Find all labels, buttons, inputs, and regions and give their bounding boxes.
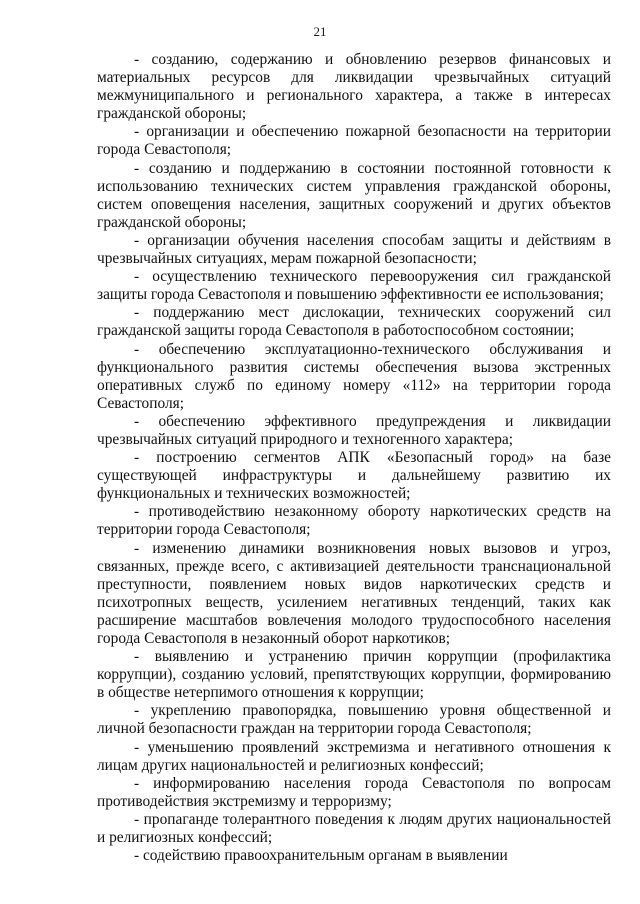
list-item: - пропаганде толерантного поведения к людям других национальностей и религиозных конфессий; [97,810,611,847]
list-item: - построению сегментов АПК «Безопасный город» на базе существующей инфраструктуры и дальнейшему развитию их функциональных и технических возможностей; [97,449,611,503]
list-item: - противодействию незаконному обороту наркотических средств на территории города Севастополя; [97,503,611,539]
list-item: - организации и обеспечению пожарной безопасности на территории города Севастополя; [97,123,611,159]
list-item: - содействию правоохранительным органам в выявлении [134,847,508,865]
list-item: - организации обучения населения способам защиты и действиям в чрезвычайных ситуациях, мерам пожарной безопасности; [97,231,611,268]
list-item: - укреплению правопорядка, повышению уровня общественной и личной безопасности граждан на территории города Севастополя; [97,702,611,738]
list-item: - созданию и поддержанию в состоянии постоянной готовности к использованию технических систем управления гражданской обороны, систем оповещения населения, защитных сооружений и других объектов гражданской обороны; [97,159,611,231]
list-item: - созданию, содержанию и обновлению резервов финансовых и материальных ресурсов для ликвидации чрезвычайных ситуаций межмуниципального и регионального характера, а также в интересах гражданской обороны; [97,51,611,123]
list-item: - уменьшению проявлений экстремизма и негативного отношения к лицам других национальностей и религиозных конфессий; [97,738,611,774]
list-item: - изменению динамики возникновения новых вызовов и угроз, связанных, прежде всего, с активизацией деятельности транснациональной преступности, появлением новых видов наркотических средств и психотропных веществ, усилением негативных тенденций, таких как расширение масштабов вовлечения молодого трудоспособного населения города Севастополя в незаконный оборот наркотиков; [97,539,611,647]
list-item: - выявлению и устранению причин коррупции (профилактика коррупции), созданию условий, препятствующих коррупции, формированию в обществе нетерпимого отношения к коррупции; [97,648,611,702]
list-item: - осуществлению технического перевооружения сил гражданской защиты города Севастополя и повышению эффективности ее использования; [97,268,611,304]
document-body [97,51,611,865]
list-item: - обеспечению эффективного предупреждения и ликвидации чрезвычайных ситуаций природного и техногенного характера; [97,412,611,448]
list-item: - информированию населения города Севастополя по вопросам противодействия экстремизму и терроризму; [97,774,611,810]
list-item: - обеспечению эксплуатационно-технического обслуживания и функционального развития системы обеспечения вызова экстренных оперативных служб по единому номеру «112» на территории города Севастополя; [97,340,611,412]
page-number: 21 [313,24,327,39]
list-item: - поддержанию мест дислокации, технических сооружений сил гражданской защиты города Севастополя в работоспособном состоянии; [97,304,611,340]
